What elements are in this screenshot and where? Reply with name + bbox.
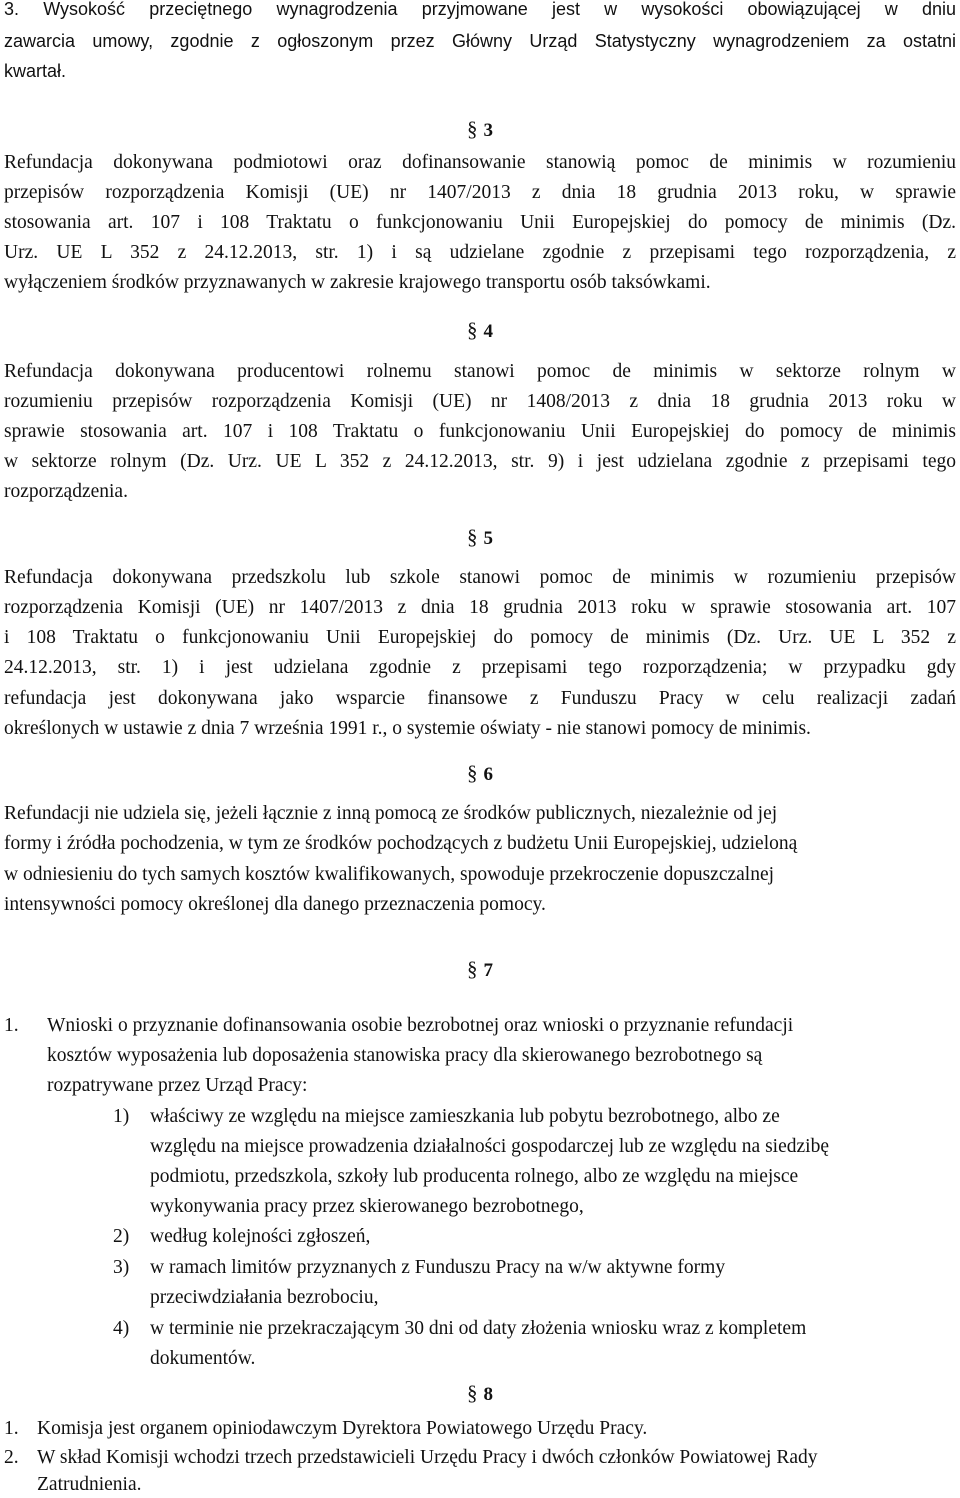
- paragraph-line: 24.12.2013, str. 1) i jest udzielana zgodnie z przepisami tego rozporządzenia; w przypadku gdy: [4, 657, 956, 678]
- section-number: 5: [483, 528, 493, 549]
- section-symbol: §: [467, 117, 478, 141]
- paragraph-line: refundacja jest dokonywana jako wsparcie finansowe z Funduszu Pracy w celu realizacji zadań: [4, 688, 956, 709]
- section-heading-5: [0, 524, 960, 552]
- section-number: 8: [483, 1384, 493, 1405]
- paragraph-line: Refundacji nie udziela się, jeżeli łącznie z inną pomocą ze środków publicznych, niezależnie od jej: [4, 803, 778, 824]
- paragraph-line: rozumieniu przepisów rozporządzenia Komisji (UE) nr 1408/2013 z dnia 18 grudnia 2013 roku w: [4, 391, 956, 412]
- sub-list-number: 4): [113, 1318, 130, 1339]
- paragraph-line: kwartał.: [4, 61, 67, 81]
- list-item-line: Zatrudnienia.: [37, 1474, 142, 1495]
- list-number: 2.: [4, 1447, 19, 1468]
- sub-list-line: względu na miejsce prowadzenia działalności gospodarczej lub ze względu na siedzibę: [150, 1136, 829, 1157]
- sub-list-line: w ramach limitów przyznanych z Funduszu Pracy na w/w aktywne formy: [150, 1257, 726, 1278]
- section-number: 6: [483, 764, 493, 785]
- paragraph-line: Refundacja dokonywana podmiotowi oraz dofinansowanie stanowią pomoc de minimis w rozumieniu: [4, 152, 956, 173]
- sub-list-number: 2): [113, 1226, 130, 1247]
- paragraph-line: wyłączeniem środków przyznawanych w zakresie krajowego transportu osób taksówkami.: [4, 272, 711, 293]
- sub-list-line: przeciwdziałania bezrobociu,: [150, 1287, 379, 1308]
- section-heading-7: [0, 956, 960, 984]
- sub-list-line: właściwy ze względu na miejsce zamieszkania lub pobytu bezrobotnego, albo ze: [150, 1106, 780, 1127]
- sub-list-number: 1): [113, 1106, 130, 1127]
- section-heading-8: [0, 1380, 960, 1408]
- paragraph-line: określonych w ustawie z dnia 7 września 1991 r., o systemie oświaty - nie stanowi pomocy de minimis.: [4, 718, 811, 739]
- paragraph-line: w sektorze rolnym (Dz. Urz. UE L 352 z 24.12.2013, str. 9) i jest udzielana zgodnie z przepisami tego: [4, 451, 956, 472]
- paragraph-line: Refundacja dokonywana przedszkolu lub szkole stanowi pomoc de minimis w rozumieniu przepisów: [4, 567, 956, 588]
- sub-list-line: w terminie nie przekraczającym 30 dni od daty złożenia wniosku wraz z kompletem: [150, 1318, 807, 1339]
- section-number: 3: [483, 120, 493, 141]
- paragraph-line: intensywności pomocy określonej dla danego przeznaczenia pomocy.: [4, 894, 546, 915]
- paragraph-line: w odniesieniu do tych samych kosztów kwalifikowanych, spowoduje przekroczenie dopuszczalnej: [4, 864, 775, 885]
- section-number: 7: [483, 960, 493, 981]
- paragraph-line: Urz. UE L 352 z 24.12.2013, str. 1) i są udzielane zgodnie z przepisami tego rozporządzenia, z: [4, 242, 956, 263]
- list-item-line: W skład Komisji wchodzi trzech przedstawicieli Urzędu Pracy i dwóch członków Powiatowej Rady: [37, 1447, 818, 1468]
- paragraph-line: formy i źródła pochodzenia, w tym ze środków pochodzących z budżetu Unii Europejskiej, udzieloną: [4, 833, 798, 854]
- paragraph-line: rozporządzenia Komisji (UE) nr 1407/2013 z dnia 18 grudnia 2013 roku w sprawie stosowania art. 107: [4, 597, 956, 618]
- sub-list-number: 3): [113, 1257, 130, 1278]
- section-symbol: §: [467, 525, 478, 549]
- paragraph-line: przepisów rozporządzenia Komisji (UE) nr 1407/2013 z dnia 18 grudnia 2013 roku, w sprawie: [4, 182, 956, 203]
- section-heading-4: [0, 317, 960, 345]
- section-number: 4: [483, 321, 493, 342]
- section-symbol: §: [467, 1381, 478, 1405]
- list-number: 1.: [4, 1015, 19, 1036]
- section-symbol: §: [467, 318, 478, 342]
- paragraph-line: 3. Wysokość przeciętnego wynagrodzenia przyjmowane jest w wysokości obowiązującej w dniu: [4, 0, 956, 19]
- paragraph-line: Refundacja dokonywana producentowi rolnemu stanowi pomoc de minimis w sektorze rolnym w: [4, 361, 956, 382]
- section-heading-3: [0, 116, 960, 144]
- list-number: 1.: [4, 1418, 19, 1439]
- section-heading-6: [0, 760, 960, 788]
- list-item-line: kosztów wyposażenia lub doposażenia stanowiska pracy dla skierowanego bezrobotnego są: [47, 1045, 763, 1066]
- list-item-line: Komisja jest organem opiniodawczym Dyrektora Powiatowego Urzędu Pracy.: [37, 1418, 648, 1439]
- paragraph-line: i 108 Traktatu o funkcjonowaniu Unii Europejskiej do pomocy de minimis (Dz. Urz. UE L 352 z: [4, 627, 956, 648]
- list-item-line: Wnioski o przyznanie dofinansowania osobie bezrobotnej oraz wnioski o przyznanie refundacji: [47, 1015, 794, 1036]
- paragraph-line: sprawie stosowania art. 107 i 108 Traktatu o funkcjonowaniu Unii Europejskiej do pomocy de minimis: [4, 421, 956, 442]
- sub-list-line: dokumentów.: [150, 1348, 256, 1369]
- section-symbol: §: [467, 957, 478, 981]
- paragraph-line: rozporządzenia.: [4, 481, 128, 502]
- paragraph-line: stosowania art. 107 i 108 Traktatu o funkcjonowaniu Unii Europejskiej do pomocy de minimis (Dz.: [4, 212, 956, 233]
- paragraph-line: zawarcia umowy, zgodnie z ogłoszonym przez Główny Urząd Statystyczny wynagrodzeniem za ostatni: [4, 31, 956, 51]
- sub-list-line: wykonywania pracy przez skierowanego bezrobotnego,: [150, 1196, 584, 1217]
- section-symbol: §: [467, 761, 478, 785]
- list-item-line: rozpatrywane przez Urząd Pracy:: [47, 1075, 308, 1096]
- sub-list-line: według kolejności zgłoszeń,: [150, 1226, 371, 1247]
- sub-list-line: podmiotu, przedszkola, szkoły lub producenta rolnego, albo ze względu na miejsce: [150, 1166, 799, 1187]
